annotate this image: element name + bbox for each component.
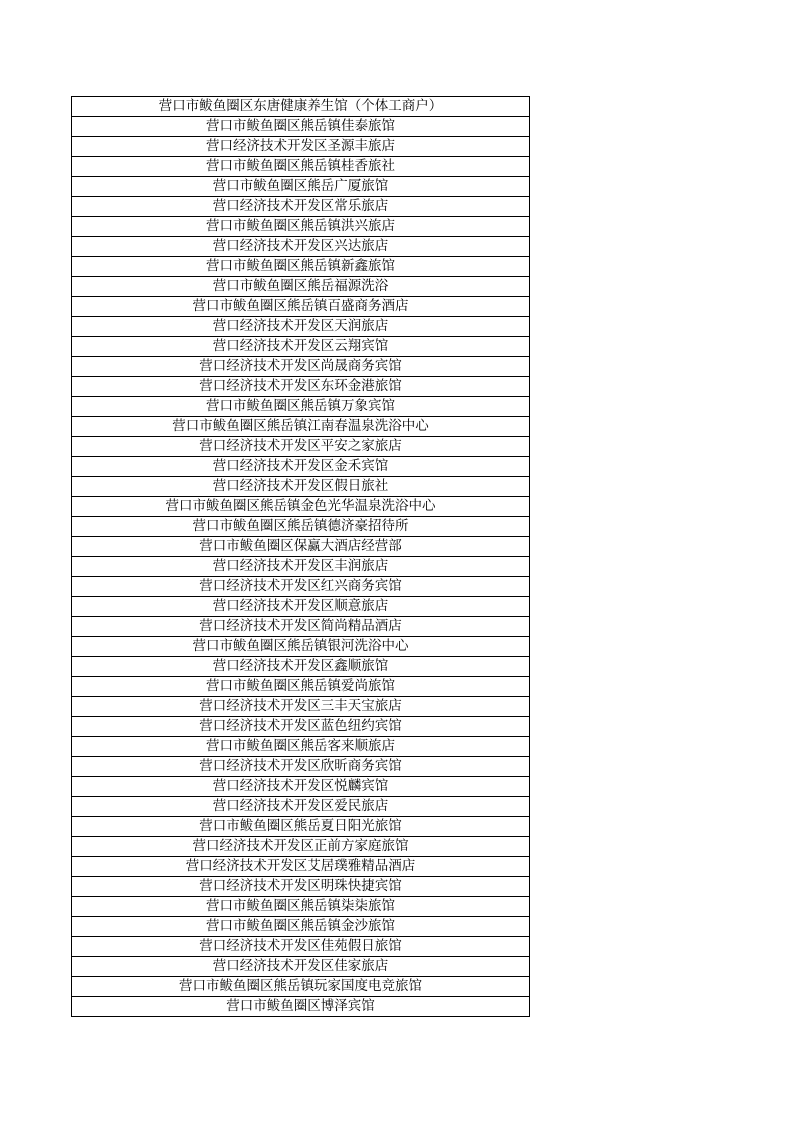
table-row <box>72 837 530 857</box>
business-name-cell: 营口经济技术开发区金禾宾馆 <box>72 457 530 477</box>
business-name-cell: 营口市鲅鱼圈区熊岳镇江南春温泉洗浴中心 <box>72 417 530 437</box>
business-list-table <box>71 96 530 1017</box>
table-row <box>72 657 530 677</box>
table-row <box>72 97 530 117</box>
table-row <box>72 357 530 377</box>
table-row <box>72 577 530 597</box>
table-row <box>72 297 530 317</box>
business-name-cell: 营口市鲅鱼圈区熊岳镇爱尚旅馆 <box>72 677 530 697</box>
business-name-cell: 营口市鲅鱼圈区熊岳镇洪兴旅店 <box>72 217 530 237</box>
business-name-cell: 营口经济技术开发区红兴商务宾馆 <box>72 577 530 597</box>
table-row <box>72 717 530 737</box>
table-row <box>72 397 530 417</box>
business-name-cell: 营口市鲅鱼圈区熊岳镇银河洗浴中心 <box>72 637 530 657</box>
table-row <box>72 817 530 837</box>
business-name-cell: 营口经济技术开发区欣昕商务宾馆 <box>72 757 530 777</box>
business-name-cell: 营口市鲅鱼圈区保赢大酒店经营部 <box>72 537 530 557</box>
table-row <box>72 777 530 797</box>
business-name-cell: 营口经济技术开发区丰润旅店 <box>72 557 530 577</box>
table-row <box>72 917 530 937</box>
table-row <box>72 757 530 777</box>
table-row <box>72 677 530 697</box>
business-name-cell: 营口经济技术开发区艾居璞雅精品酒店 <box>72 857 530 877</box>
business-name-cell: 营口经济技术开发区正前方家庭旅馆 <box>72 837 530 857</box>
business-name-cell: 营口市鲅鱼圈区熊岳镇桂香旅社 <box>72 157 530 177</box>
table-row <box>72 937 530 957</box>
business-name-cell: 营口经济技术开发区平安之家旅店 <box>72 437 530 457</box>
business-name-cell: 营口经济技术开发区佳苑假日旅馆 <box>72 937 530 957</box>
business-name-cell: 营口市鲅鱼圈区熊岳镇新鑫旅馆 <box>72 257 530 277</box>
table-row <box>72 237 530 257</box>
business-name-cell: 营口经济技术开发区明珠快捷宾馆 <box>72 877 530 897</box>
table-row <box>72 517 530 537</box>
table-row <box>72 737 530 757</box>
business-name-cell: 营口经济技术开发区天润旅店 <box>72 317 530 337</box>
table-row <box>72 977 530 997</box>
business-name-cell: 营口经济技术开发区爱民旅店 <box>72 797 530 817</box>
table-row <box>72 257 530 277</box>
table-row <box>72 697 530 717</box>
business-name-cell: 营口经济技术开发区悦麟宾馆 <box>72 777 530 797</box>
table-row <box>72 857 530 877</box>
table-row <box>72 897 530 917</box>
table-row <box>72 597 530 617</box>
business-name-cell: 营口经济技术开发区兴达旅店 <box>72 237 530 257</box>
business-name-cell: 营口经济技术开发区三丰天宝旅店 <box>72 697 530 717</box>
business-name-cell: 营口经济技术开发区常乐旅店 <box>72 197 530 217</box>
table-row <box>72 477 530 497</box>
table-row <box>72 437 530 457</box>
business-name-cell: 营口经济技术开发区尚晟商务宾馆 <box>72 357 530 377</box>
table-row <box>72 997 530 1017</box>
business-name-cell: 营口市鲅鱼圈区熊岳镇万象宾馆 <box>72 397 530 417</box>
business-name-cell: 营口经济技术开发区蓝色纽约宾馆 <box>72 717 530 737</box>
business-name-cell: 营口市鲅鱼圈区熊岳镇百盛商务酒店 <box>72 297 530 317</box>
business-name-cell: 营口市鲅鱼圈区熊岳镇金色光华温泉洗浴中心 <box>72 497 530 517</box>
table-row <box>72 497 530 517</box>
table-row <box>72 157 530 177</box>
business-name-cell: 营口市鲅鱼圈区熊岳广厦旅馆 <box>72 177 530 197</box>
business-name-cell: 营口经济技术开发区圣源丰旅店 <box>72 137 530 157</box>
business-name-cell: 营口经济技术开发区佳家旅店 <box>72 957 530 977</box>
business-name-cell: 营口市鲅鱼圈区熊岳镇玩家国度电竞旅馆 <box>72 977 530 997</box>
table-row <box>72 957 530 977</box>
business-name-cell: 营口经济技术开发区假日旅社 <box>72 477 530 497</box>
table-row <box>72 217 530 237</box>
business-name-cell: 营口市鲅鱼圈区熊岳镇柒柒旅馆 <box>72 897 530 917</box>
business-name-cell: 营口市鲅鱼圈区熊岳镇德济豪招待所 <box>72 517 530 537</box>
business-name-cell: 营口经济技术开发区顺意旅店 <box>72 597 530 617</box>
business-name-cell: 营口市鲅鱼圈区博泽宾馆 <box>72 997 530 1017</box>
business-name-cell: 营口经济技术开发区鑫顺旅馆 <box>72 657 530 677</box>
table-row <box>72 457 530 477</box>
business-name-cell: 营口市鲅鱼圈区熊岳客来顺旅店 <box>72 737 530 757</box>
table-row <box>72 197 530 217</box>
table-row <box>72 617 530 637</box>
table-row <box>72 637 530 657</box>
business-name-cell: 营口经济技术开发区简尚精品酒店 <box>72 617 530 637</box>
table-row <box>72 117 530 137</box>
business-name-cell: 营口市鲅鱼圈区熊岳镇金沙旅馆 <box>72 917 530 937</box>
table-row <box>72 177 530 197</box>
table-row <box>72 537 530 557</box>
business-name-cell: 营口经济技术开发区东环金港旅馆 <box>72 377 530 397</box>
table-row <box>72 137 530 157</box>
table-row <box>72 877 530 897</box>
table-row <box>72 277 530 297</box>
table-row <box>72 797 530 817</box>
table-row <box>72 417 530 437</box>
table-row <box>72 377 530 397</box>
business-list-body <box>72 97 530 1017</box>
business-name-cell: 营口市鲅鱼圈区熊岳夏日阳光旅馆 <box>72 817 530 837</box>
table-row <box>72 557 530 577</box>
business-name-cell: 营口市鲅鱼圈区熊岳镇佳泰旅馆 <box>72 117 530 137</box>
business-name-cell: 营口经济技术开发区云翔宾馆 <box>72 337 530 357</box>
business-name-cell: 营口市鲅鱼圈区熊岳福源洗浴 <box>72 277 530 297</box>
table-row <box>72 337 530 357</box>
table-row <box>72 317 530 337</box>
business-name-cell: 营口市鲅鱼圈区东唐健康养生馆（个体工商户） <box>72 97 530 117</box>
